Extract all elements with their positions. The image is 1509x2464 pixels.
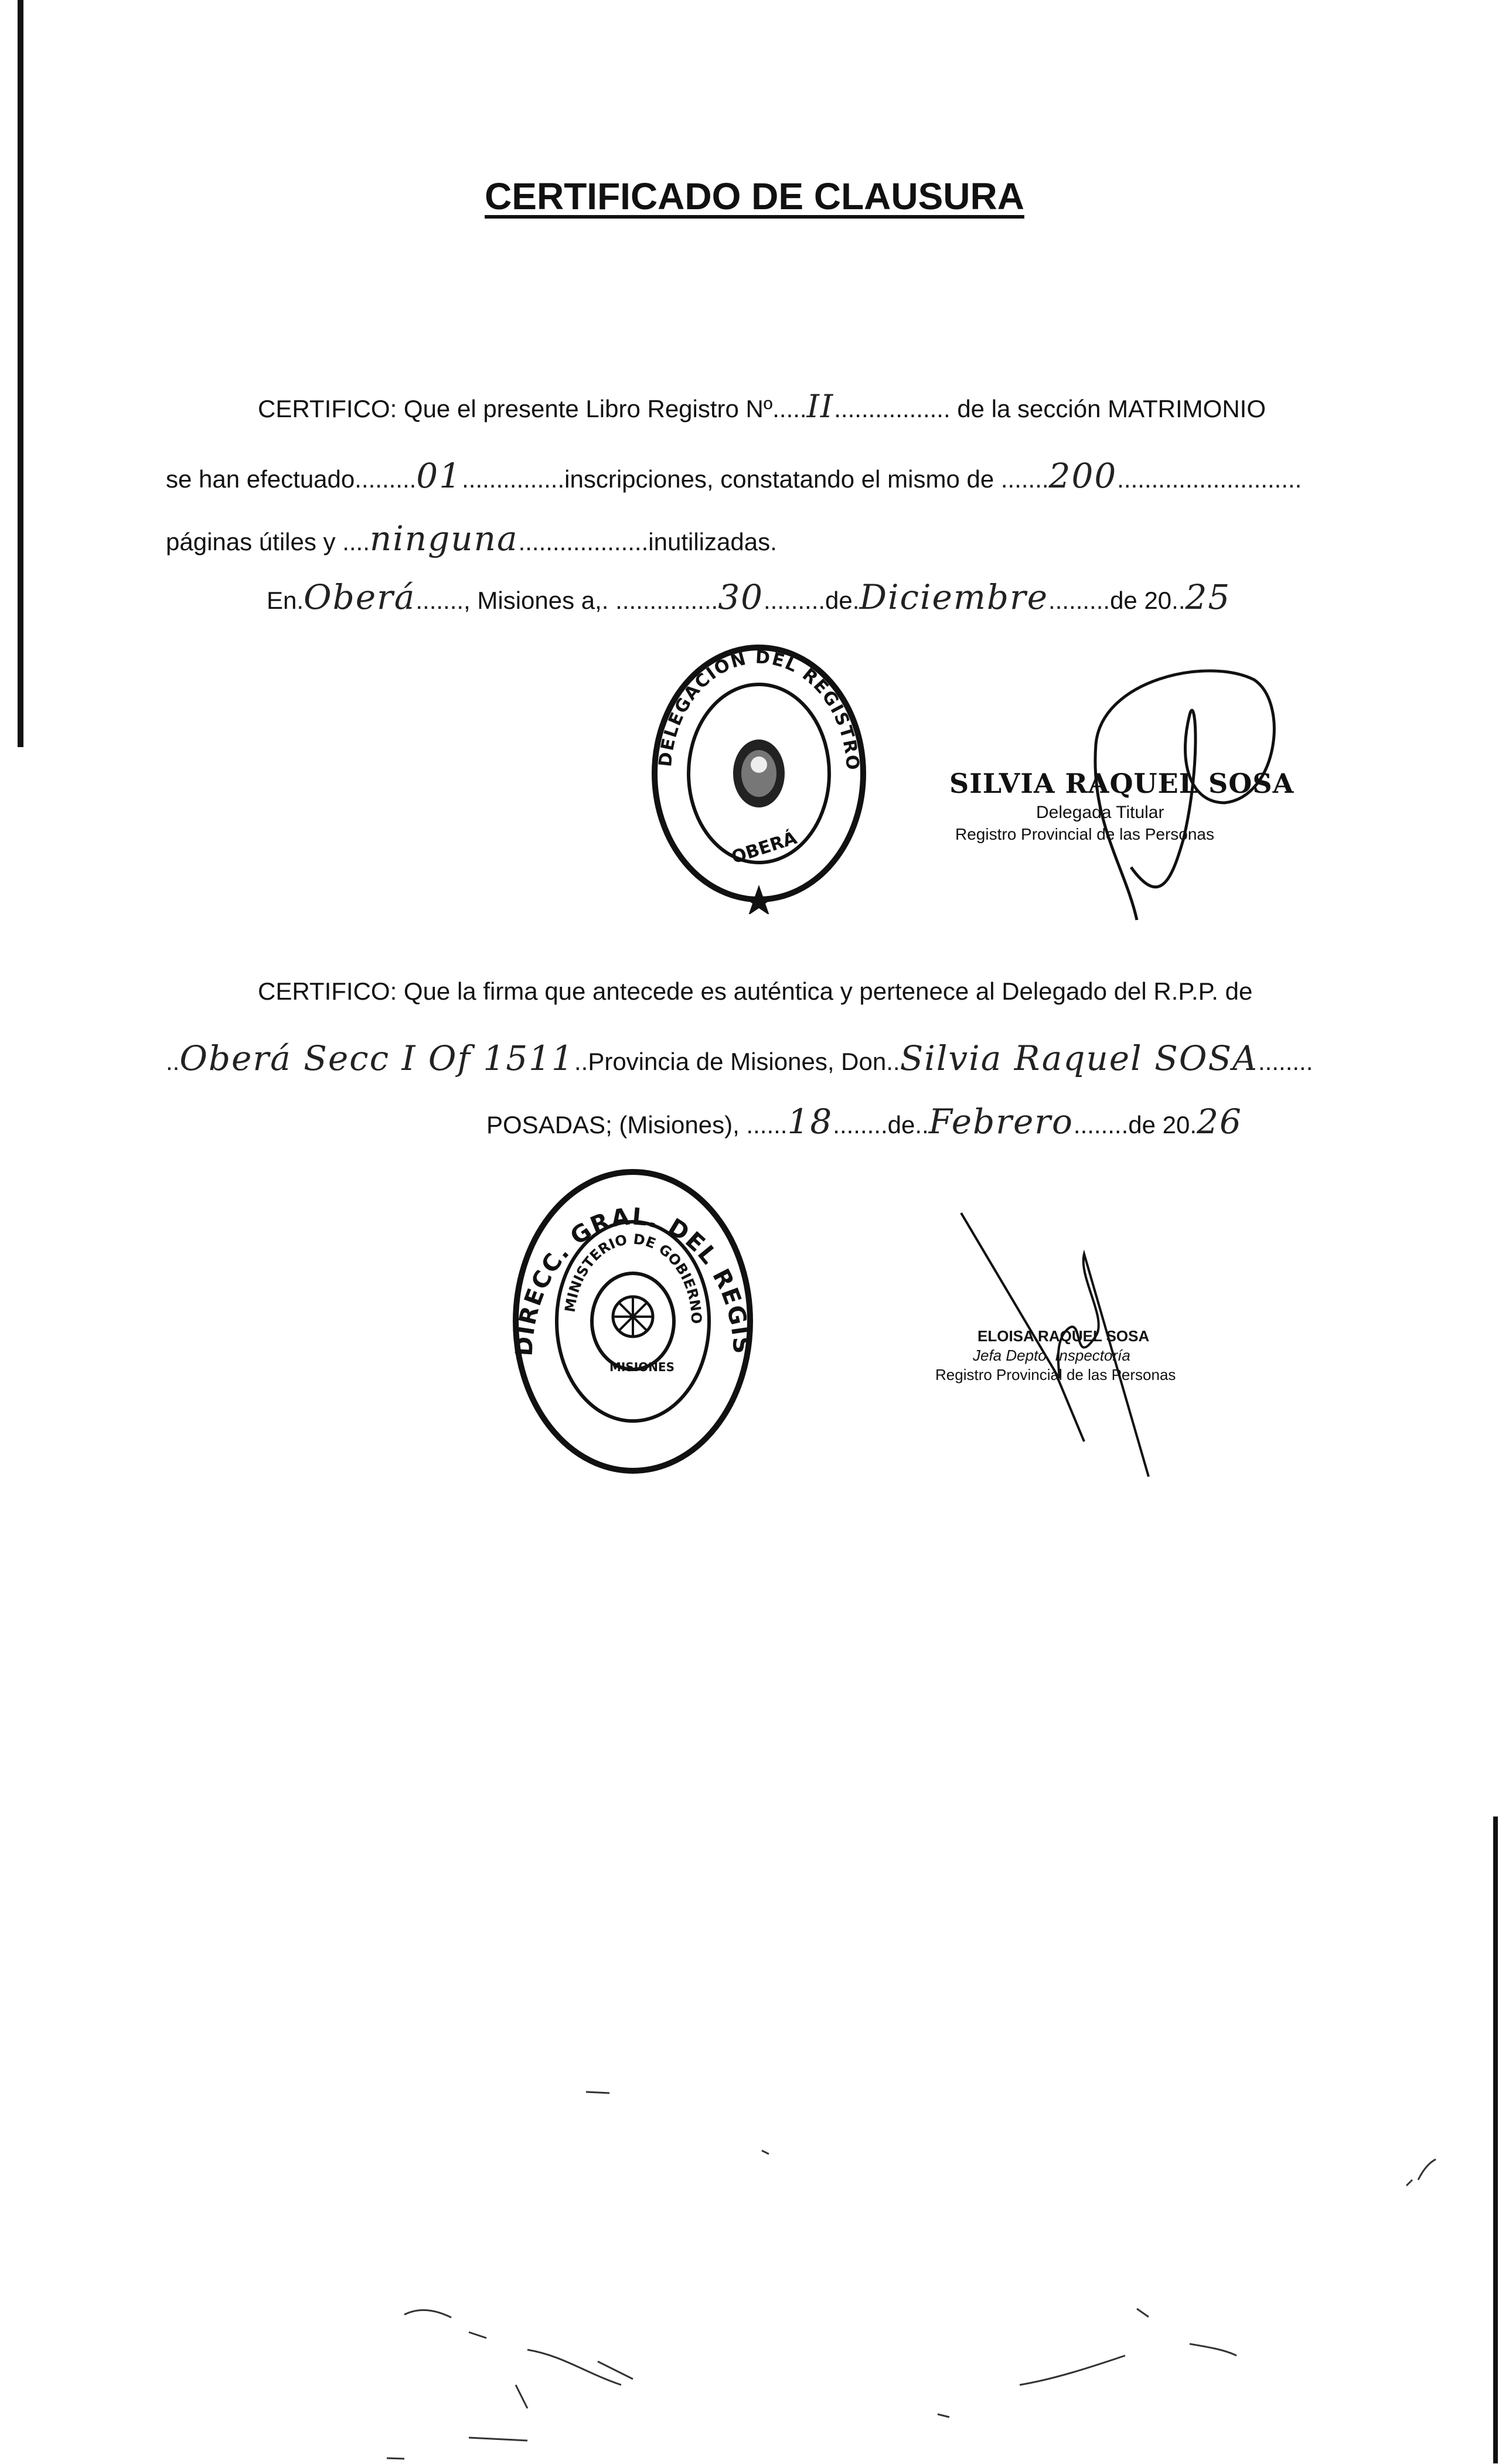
signature2-role: Jefa Depto. Inspectoría [973, 1347, 1130, 1364]
signature2-name: ELOISA RAQUEL SOSA [977, 1327, 1150, 1345]
cert1-line3-suffix: inutilizadas. [648, 528, 777, 555]
stamp1-ring-text: DELEGACIÓN DEL REGISTRO [655, 647, 863, 772]
posadas-label: POSADAS; (Misiones), [486, 1111, 740, 1139]
cert1-line2-mid: inscripciones, constatando el mismo de [564, 465, 994, 493]
cert2-line2: ..Oberá Secc I Of 1511..Provincia de Misiones, Don..Silvia Raquel SOSA........ [166, 1038, 1313, 1078]
de20-2-label: de 20 [1128, 1111, 1190, 1139]
de-label: de [825, 587, 853, 614]
cert1-line1: CERTIFICO: Que el presente Libro Registro Nº.....II................. de la sección MATRIMONIO [258, 388, 1266, 425]
month2-value: Febrero [928, 1102, 1074, 1141]
month-value: Diciembre [859, 577, 1049, 617]
cert1-line3: páginas útiles y ....ninguna...................inutilizadas. [166, 519, 777, 558]
stamp2-bottom-text: MISIONES [609, 1360, 675, 1374]
year2-value: 26 [1197, 1102, 1242, 1141]
day-value: 30 [718, 577, 764, 617]
scan-noise-graphic [352, 2080, 1494, 2461]
scan-edge-left [18, 0, 23, 747]
document-title: CERTIFICADO DE CLAUSURA [485, 175, 1024, 217]
signature1-role: Delegada Titular [1036, 803, 1164, 822]
signature2-block [932, 1327, 1237, 1384]
signature2-office: Registro Provincial de las Personas [935, 1366, 1176, 1383]
signature1-office: Registro Provincial de las Personas [955, 825, 1214, 843]
stamp-direccion-graphic [510, 1163, 756, 1480]
scan-noise [352, 2080, 1494, 2461]
misiones-label: , Misiones a,. [464, 587, 609, 614]
cert1-line1-prefix: CERTIFICO: Que el presente Libro Registro Nº [258, 395, 773, 422]
cert1-line4: En.Oberá......., Misiones a,. ...............30.........de.Diciembre.........de 20..25 [267, 577, 1231, 617]
year-value: 25 [1185, 577, 1231, 617]
paginas-count: 200 [1048, 456, 1118, 496]
stamp1-bottom-text: OBERÁ [728, 827, 800, 868]
day2-value: 18 [787, 1102, 833, 1141]
signature1-name: SILVIA RAQUEL SOSA [949, 768, 1295, 799]
stamp-delegacion-graphic [648, 639, 870, 914]
star-icon [742, 885, 775, 914]
cert1-line1-suffix: de la sección MATRIMONIO [957, 395, 1266, 422]
inutilizadas-value: ninguna [369, 519, 519, 558]
de20-label: de 20 [1110, 587, 1172, 614]
cert2-line1: CERTIFICO: Que la firma que antecede es auténtica y pertenece al Delegado del R.P.P. de [258, 977, 1253, 1005]
en-label: En [267, 587, 297, 614]
stamp-direccion-general [510, 1163, 756, 1480]
cert1-line3-prefix: páginas útiles y [166, 528, 336, 555]
stamp2-inner-text: MINISTERIO DE GOBIERNO [561, 1231, 705, 1324]
city-value: Oberá [304, 577, 416, 617]
cert2-line3: POSADAS; (Misiones), ......18........de..Febrero........de 20.26 [486, 1102, 1242, 1141]
signature1-block [949, 768, 1301, 844]
libro-number: II [806, 388, 834, 425]
cert1-line2: se han efectuado.........01...............inscripciones, constatando el mismo de .......200........................... [166, 456, 1302, 496]
provincia-label: Provincia de Misiones, Don [588, 1048, 887, 1075]
cert1-line2-prefix: se han efectuado [166, 465, 355, 493]
delegado-name-value: Silvia Raquel SOSA [900, 1038, 1259, 1078]
inscripciones-count: 01 [416, 456, 462, 496]
stamp-delegacion [648, 639, 870, 914]
stamp2-ring-text: DIRECC. GRAL. DEL REGIS [510, 1203, 755, 1357]
de2-label: de [887, 1111, 915, 1139]
delegacion-value: Oberá Secc I Of 1511 [179, 1038, 574, 1078]
